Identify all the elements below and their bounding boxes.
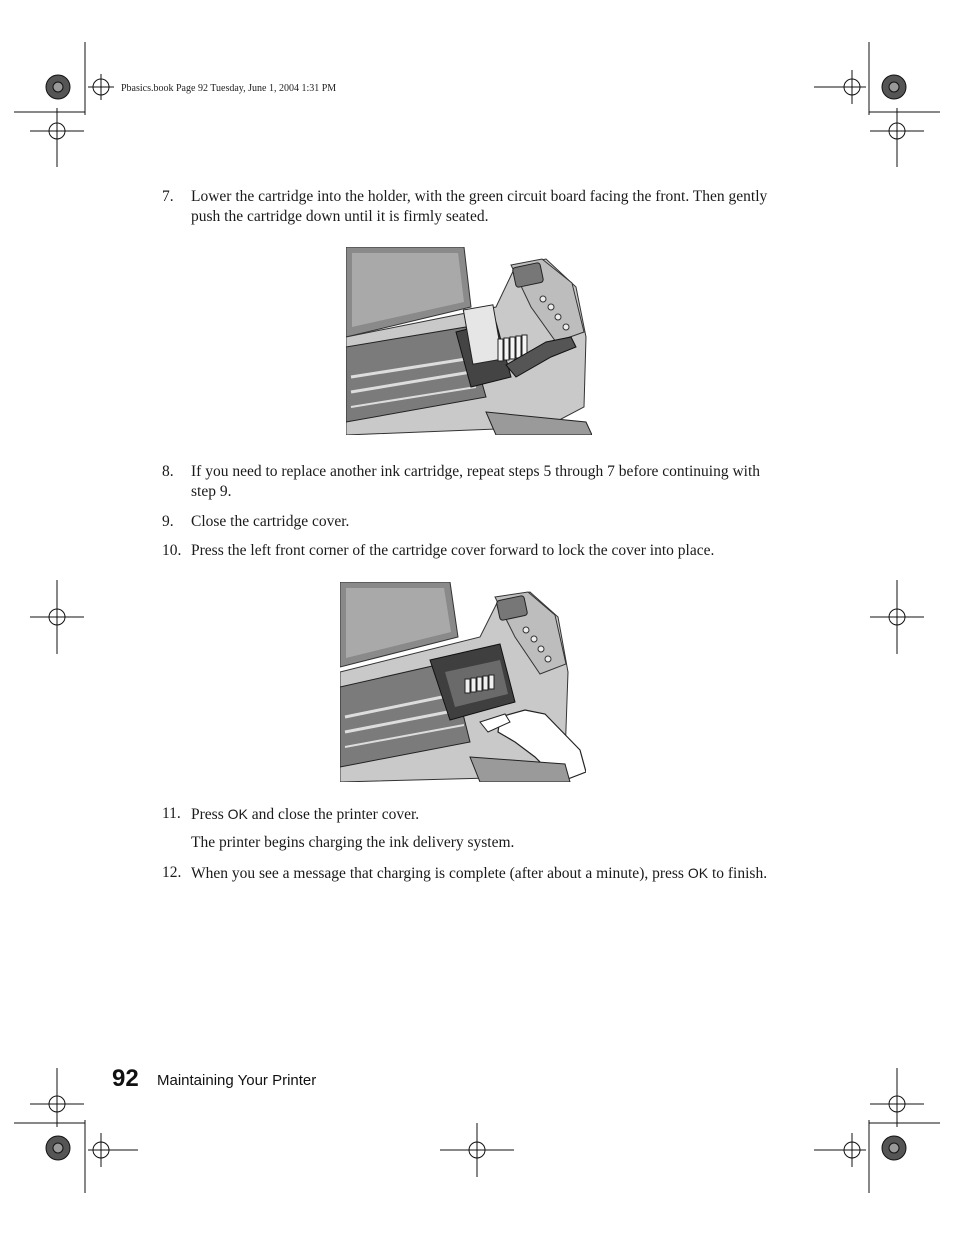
step-text-part: to finish. xyxy=(708,865,768,882)
step-text: If you need to replace another ink cartridge, repeat steps 5 through 7 before continuing with step 9. xyxy=(191,463,760,500)
step-text: Lower the cartridge into the holder, with the green circuit board facing the front. Then gently push the cartridge down until it is firmly seated. xyxy=(191,188,768,225)
step-9 xyxy=(162,512,782,532)
step-11 xyxy=(162,804,782,825)
step-number: 8. xyxy=(162,463,174,480)
step-11-note: The printer begins charging the ink delivery system. xyxy=(191,834,515,851)
step-text-part: When you see a message that charging is complete (after about a minute), press xyxy=(191,865,688,882)
step-text: Close the cartridge cover. xyxy=(191,513,350,530)
step-number: 12. xyxy=(162,864,182,881)
step-text-part: Press xyxy=(191,806,228,823)
step-text-part: and close the printer cover. xyxy=(247,806,420,823)
step-number: 9. xyxy=(162,513,174,530)
header-slug: Pbasics.book Page 92 Tuesday, June 1, 2004 1:31 PM xyxy=(121,83,337,94)
step-12 xyxy=(162,863,782,884)
ok-key-label: OK xyxy=(687,865,709,881)
step-number: 11. xyxy=(162,805,181,822)
step-7 xyxy=(162,187,782,227)
step-text xyxy=(191,863,782,884)
page-number: 92 xyxy=(112,1065,139,1092)
step-10 xyxy=(162,541,782,561)
step-text: Press the left front corner of the cartridge cover forward to lock the cover into place. xyxy=(191,542,715,559)
press-cover-illustration xyxy=(340,582,586,782)
step-number: 10. xyxy=(162,542,182,559)
step-text xyxy=(191,804,782,825)
step-8 xyxy=(162,462,782,502)
section-title: Maintaining Your Printer xyxy=(157,1072,317,1089)
printer-cartridge-illustration xyxy=(346,247,592,435)
ok-key-label: OK xyxy=(227,806,248,822)
step-number: 7. xyxy=(162,188,174,205)
